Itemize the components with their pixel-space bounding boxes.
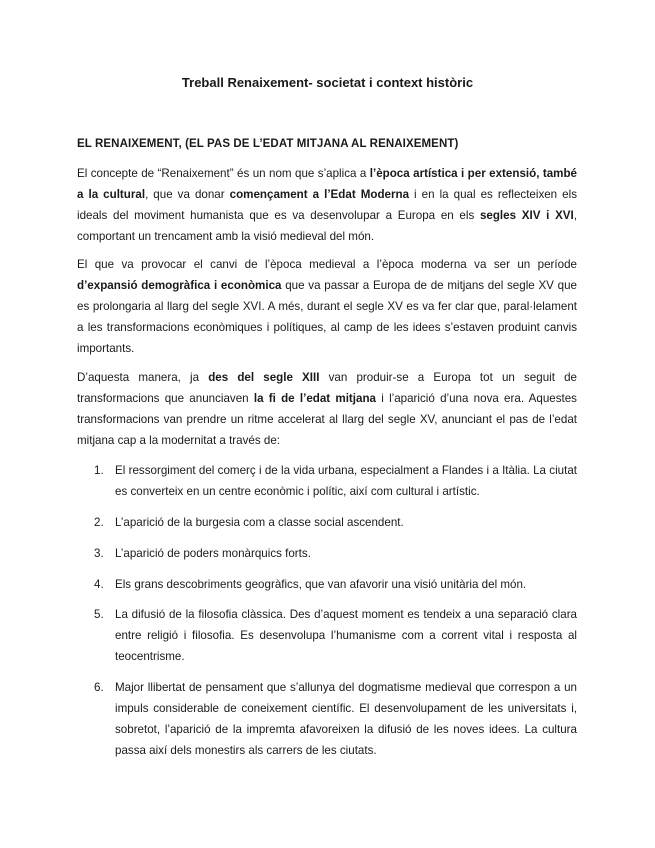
list-item-number: 1. — [94, 464, 104, 477]
paragraph-1 — [77, 163, 577, 247]
paragraph-2 — [77, 254, 577, 359]
paragraph-segment: van produir-se a Europa tot un seguit de transformacions que anunciaven — [77, 371, 577, 405]
paragraph-segment: , que va donar — [145, 188, 230, 201]
paragraph-bold-segment: segles XIV i XVI — [479, 209, 574, 222]
list-item-number: 3. — [94, 547, 104, 560]
paragraph-bold-segment: la fi de l’edat mitjana — [253, 392, 376, 405]
paragraph-segment: D’aquesta manera, ja — [77, 371, 209, 384]
paragraph-segment: El que va provocar el canvi de l’època medieval a l’època moderna va ser un període — [77, 258, 577, 271]
list-item-text: El ressorgiment del comerç i de la vida urbana, especialment a Flandes i a Itàlia. La ciutat es converteix en un centre econòmic i polític, així com cultural i artístic. — [115, 464, 577, 498]
paragraph-segment: que va passar a Europa de de mitjans del segle XV que es prolongaria al llarg del segle XVI. A més, durant el segle XV es va fer clar que, paral·lelament a les transformacions econòmiques i polítiques, al camp de les idees s’estaven produint canvis importants. — [77, 279, 577, 355]
list-item-text: L’aparició de poders monàrquics forts. — [115, 547, 311, 560]
paragraph-segment: El concepte de “Renaixement” és un nom que s’aplica a — [77, 167, 370, 180]
paragraph-bold-segment: l’època artística i per extensió, també a la cultural — [77, 167, 577, 201]
paragraph-bold-segment: començament a l’Edat Moderna — [229, 188, 410, 201]
list-item-number: 6. — [94, 681, 104, 694]
paragraph-3 — [77, 367, 577, 451]
paragraph-bold-segment: des del segle XIII — [208, 371, 320, 384]
list-item-number: 4. — [94, 578, 104, 591]
paragraph-bold-segment: d’expansió demogràfica i econòmica — [77, 279, 282, 292]
section-heading: EL RENAIXEMENT, (EL PAS DE L’EDAT MITJANA AL RENAIXEMENT) — [77, 138, 459, 150]
document-title: Treball Renaixement- societat i context històric — [181, 75, 474, 90]
paragraph-segment: i en la qual es reflecteixen els ideals del moviment humanista que es va desenvolupar a Europa en els — [77, 188, 577, 222]
list-item-text: L’aparició de la burgesia com a classe social ascendent. — [115, 516, 404, 529]
list-item-number: 2. — [94, 516, 104, 529]
list-item-number: 5. — [94, 608, 104, 621]
list-item-text: Major llibertat de pensament que s’allunya del dogmatisme medieval que correspon a un impuls considerable de coneixement científic. El desenvolupament de les universitats i, sobretot, l’aparició de la impremta afavoreixen la difusió de les noves idees. La cultura passa així dels monestirs als carrers de les ciutats. — [115, 681, 577, 757]
paragraph-segment: i l’aparició d’una nova era. Aquestes transformacions van prendre un ritme accelerat al llarg del segle XV, anunciant el pas de l’edat mitjana cap a la modernitat a través de: — [77, 392, 577, 447]
list-item-text: La difusió de la filosofia clàssica. Des d’aquest moment es tendeix a una separació clara entre religió i filosofia. Es desenvolupa l’humanisme com a corrent vital i resposta al teocentrisme. — [115, 608, 577, 663]
paragraph-segment: , comportant un trencament amb la visió medieval del món. — [77, 209, 577, 243]
list-item-text: Els grans descobriments geogràfics, que van afavorir una visió unitària del món. — [115, 578, 527, 591]
